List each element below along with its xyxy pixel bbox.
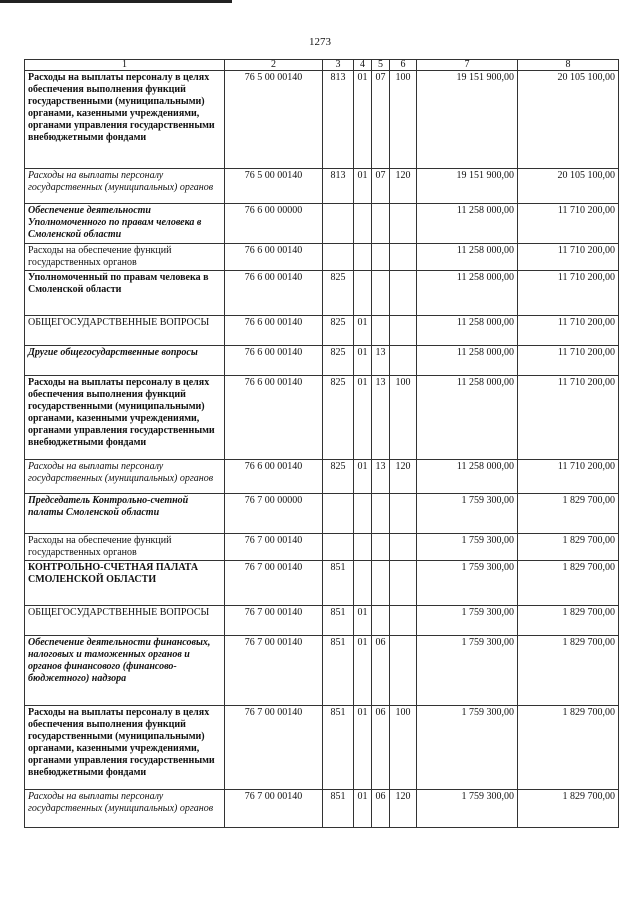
expense-type-code bbox=[390, 494, 417, 534]
target-article-code: 76 7 00 00000 bbox=[225, 494, 323, 534]
target-article-code: 76 7 00 00140 bbox=[225, 790, 323, 828]
amount-year-1: 11 258 000,00 bbox=[417, 460, 518, 494]
subsection-code bbox=[372, 271, 390, 316]
amount-year-2: 1 829 700,00 bbox=[518, 790, 619, 828]
subsection-code: 13 bbox=[372, 376, 390, 460]
header-cell: 5 bbox=[372, 60, 390, 71]
amount-year-1: 1 759 300,00 bbox=[417, 636, 518, 706]
table-row bbox=[25, 606, 619, 636]
table-row bbox=[25, 561, 619, 606]
expense-type-code: 100 bbox=[390, 71, 417, 169]
amount-year-2: 11 710 200,00 bbox=[518, 271, 619, 316]
grbs-code bbox=[323, 494, 354, 534]
section-code: 01 bbox=[354, 790, 372, 828]
grbs-code: 825 bbox=[323, 460, 354, 494]
header-row bbox=[25, 60, 619, 71]
row-name: КОНТРОЛЬНО-СЧЕТНАЯ ПАЛАТА СМОЛЕНСКОЙ ОБЛАСТИ bbox=[25, 561, 225, 606]
target-article-code: 76 7 00 00140 bbox=[225, 561, 323, 606]
amount-year-2: 11 710 200,00 bbox=[518, 204, 619, 244]
grbs-code: 813 bbox=[323, 169, 354, 204]
grbs-code: 851 bbox=[323, 561, 354, 606]
section-code: 01 bbox=[354, 316, 372, 346]
page-number: 1273 bbox=[309, 36, 331, 48]
grbs-code bbox=[323, 534, 354, 561]
subsection-code: 06 bbox=[372, 790, 390, 828]
table-row bbox=[25, 271, 619, 316]
target-article-code: 76 6 00 00140 bbox=[225, 346, 323, 376]
section-code bbox=[354, 561, 372, 606]
section-code: 01 bbox=[354, 346, 372, 376]
amount-year-2: 1 829 700,00 bbox=[518, 494, 619, 534]
section-code: 01 bbox=[354, 460, 372, 494]
row-name: Расходы на выплаты персоналу государственных (муниципальных) органов bbox=[25, 169, 225, 204]
budget-table bbox=[24, 59, 619, 828]
row-name: Уполномоченный по правам человека в Смоленской области bbox=[25, 271, 225, 316]
amount-year-1: 11 258 000,00 bbox=[417, 316, 518, 346]
row-name: Обеспечение деятельности финансовых, налоговых и таможенных органов и органов финансового (финансово-бюджетного) надзора bbox=[25, 636, 225, 706]
grbs-code: 851 bbox=[323, 636, 354, 706]
section-code: 01 bbox=[354, 376, 372, 460]
amount-year-1: 11 258 000,00 bbox=[417, 376, 518, 460]
target-article-code: 76 6 00 00140 bbox=[225, 376, 323, 460]
table-row bbox=[25, 169, 619, 204]
grbs-code: 851 bbox=[323, 790, 354, 828]
expense-type-code bbox=[390, 534, 417, 561]
target-article-code: 76 7 00 00140 bbox=[225, 534, 323, 561]
grbs-code: 825 bbox=[323, 376, 354, 460]
section-code: 01 bbox=[354, 169, 372, 204]
amount-year-2: 11 710 200,00 bbox=[518, 460, 619, 494]
target-article-code: 76 6 00 00000 bbox=[225, 204, 323, 244]
row-name: Расходы на обеспечение функций государственных органов bbox=[25, 244, 225, 271]
header-cell: 3 bbox=[323, 60, 354, 71]
subsection-code bbox=[372, 534, 390, 561]
table-row bbox=[25, 790, 619, 828]
subsection-code bbox=[372, 244, 390, 271]
amount-year-2: 11 710 200,00 bbox=[518, 376, 619, 460]
target-article-code: 76 6 00 00140 bbox=[225, 316, 323, 346]
expense-type-code bbox=[390, 606, 417, 636]
expense-type-code bbox=[390, 204, 417, 244]
table-row bbox=[25, 706, 619, 790]
row-name: Обеспечение деятельности Уполномоченного по правам человека в Смоленской области bbox=[25, 204, 225, 244]
section-code bbox=[354, 494, 372, 534]
amount-year-2: 1 829 700,00 bbox=[518, 561, 619, 606]
subsection-code: 07 bbox=[372, 169, 390, 204]
table-row bbox=[25, 376, 619, 460]
section-code bbox=[354, 271, 372, 316]
expense-type-code bbox=[390, 561, 417, 606]
expense-type-code bbox=[390, 271, 417, 316]
subsection-code bbox=[372, 561, 390, 606]
target-article-code: 76 7 00 00140 bbox=[225, 636, 323, 706]
amount-year-2: 20 105 100,00 bbox=[518, 169, 619, 204]
table-row bbox=[25, 346, 619, 376]
expense-type-code: 120 bbox=[390, 169, 417, 204]
expense-type-code: 120 bbox=[390, 460, 417, 494]
amount-year-1: 1 759 300,00 bbox=[417, 534, 518, 561]
expense-type-code bbox=[390, 244, 417, 271]
amount-year-1: 11 258 000,00 bbox=[417, 204, 518, 244]
target-article-code: 76 6 00 00140 bbox=[225, 244, 323, 271]
section-code bbox=[354, 204, 372, 244]
expense-type-code bbox=[390, 346, 417, 376]
section-code bbox=[354, 244, 372, 271]
table-row bbox=[25, 71, 619, 169]
subsection-code bbox=[372, 606, 390, 636]
header-cell: 4 bbox=[354, 60, 372, 71]
table-row bbox=[25, 494, 619, 534]
table-row bbox=[25, 204, 619, 244]
grbs-code: 825 bbox=[323, 316, 354, 346]
target-article-code: 76 5 00 00140 bbox=[225, 71, 323, 169]
amount-year-1: 19 151 900,00 bbox=[417, 169, 518, 204]
row-name: ОБЩЕГОСУДАРСТВЕННЫЕ ВОПРОСЫ bbox=[25, 316, 225, 346]
amount-year-1: 19 151 900,00 bbox=[417, 71, 518, 169]
row-name: Председатель Контрольно-счетной палаты Смоленской области bbox=[25, 494, 225, 534]
amount-year-1: 11 258 000,00 bbox=[417, 271, 518, 316]
row-name: Расходы на выплаты персоналу в целях обеспечения выполнения функций государственными (муниципальными) органами, казенными учреждениями, органами управления государственными внебюджетными фондами bbox=[25, 376, 225, 460]
subsection-code bbox=[372, 204, 390, 244]
amount-year-1: 1 759 300,00 bbox=[417, 494, 518, 534]
amount-year-2: 20 105 100,00 bbox=[518, 71, 619, 169]
amount-year-2: 1 829 700,00 bbox=[518, 636, 619, 706]
grbs-code bbox=[323, 204, 354, 244]
table-row bbox=[25, 316, 619, 346]
amount-year-2: 11 710 200,00 bbox=[518, 244, 619, 271]
grbs-code: 851 bbox=[323, 706, 354, 790]
section-code: 01 bbox=[354, 706, 372, 790]
row-name: ОБЩЕГОСУДАРСТВЕННЫЕ ВОПРОСЫ bbox=[25, 606, 225, 636]
amount-year-1: 11 258 000,00 bbox=[417, 346, 518, 376]
grbs-code: 825 bbox=[323, 271, 354, 316]
table-row bbox=[25, 460, 619, 494]
amount-year-1: 11 258 000,00 bbox=[417, 244, 518, 271]
row-name: Расходы на выплаты персоналу государственных (муниципальных) органов bbox=[25, 790, 225, 828]
section-code bbox=[354, 534, 372, 561]
expense-type-code bbox=[390, 636, 417, 706]
amount-year-2: 11 710 200,00 bbox=[518, 346, 619, 376]
amount-year-1: 1 759 300,00 bbox=[417, 606, 518, 636]
header-cell: 8 bbox=[518, 60, 619, 71]
row-name: Расходы на выплаты персоналу государственных (муниципальных) органов bbox=[25, 460, 225, 494]
header-cell: 7 bbox=[417, 60, 518, 71]
subsection-code bbox=[372, 316, 390, 346]
header-cell: 2 bbox=[225, 60, 323, 71]
grbs-code: 813 bbox=[323, 71, 354, 169]
expense-type-code bbox=[390, 316, 417, 346]
row-name: Другие общегосударственные вопросы bbox=[25, 346, 225, 376]
header-cell: 6 bbox=[390, 60, 417, 71]
amount-year-2: 1 829 700,00 bbox=[518, 706, 619, 790]
target-article-code: 76 6 00 00140 bbox=[225, 460, 323, 494]
amount-year-2: 11 710 200,00 bbox=[518, 316, 619, 346]
subsection-code: 13 bbox=[372, 460, 390, 494]
amount-year-1: 1 759 300,00 bbox=[417, 706, 518, 790]
subsection-code: 06 bbox=[372, 636, 390, 706]
target-article-code: 76 7 00 00140 bbox=[225, 706, 323, 790]
amount-year-2: 1 829 700,00 bbox=[518, 534, 619, 561]
top-rule bbox=[0, 0, 232, 3]
subsection-code: 07 bbox=[372, 71, 390, 169]
grbs-code: 825 bbox=[323, 346, 354, 376]
target-article-code: 76 7 00 00140 bbox=[225, 606, 323, 636]
row-name: Расходы на выплаты персоналу в целях обеспечения выполнения функций государственными (муниципальными) органами, казенными учреждениями, органами управления государственными внебюджетными фондами bbox=[25, 71, 225, 169]
section-code: 01 bbox=[354, 71, 372, 169]
amount-year-2: 1 829 700,00 bbox=[518, 606, 619, 636]
grbs-code: 851 bbox=[323, 606, 354, 636]
table-row bbox=[25, 244, 619, 271]
table-row bbox=[25, 636, 619, 706]
amount-year-1: 1 759 300,00 bbox=[417, 561, 518, 606]
row-name: Расходы на выплаты персоналу в целях обеспечения выполнения функций государственными (муниципальными) органами, казенными учреждениями, органами управления государственными внебюджетными фондами bbox=[25, 706, 225, 790]
expense-type-code: 100 bbox=[390, 376, 417, 460]
section-code: 01 bbox=[354, 636, 372, 706]
table-row bbox=[25, 534, 619, 561]
subsection-code: 06 bbox=[372, 706, 390, 790]
subsection-code: 13 bbox=[372, 346, 390, 376]
section-code: 01 bbox=[354, 606, 372, 636]
target-article-code: 76 5 00 00140 bbox=[225, 169, 323, 204]
header-cell: 1 bbox=[25, 60, 225, 71]
amount-year-1: 1 759 300,00 bbox=[417, 790, 518, 828]
expense-type-code: 120 bbox=[390, 790, 417, 828]
target-article-code: 76 6 00 00140 bbox=[225, 271, 323, 316]
row-name: Расходы на обеспечение функций государственных органов bbox=[25, 534, 225, 561]
expense-type-code: 100 bbox=[390, 706, 417, 790]
grbs-code bbox=[323, 244, 354, 271]
subsection-code bbox=[372, 494, 390, 534]
